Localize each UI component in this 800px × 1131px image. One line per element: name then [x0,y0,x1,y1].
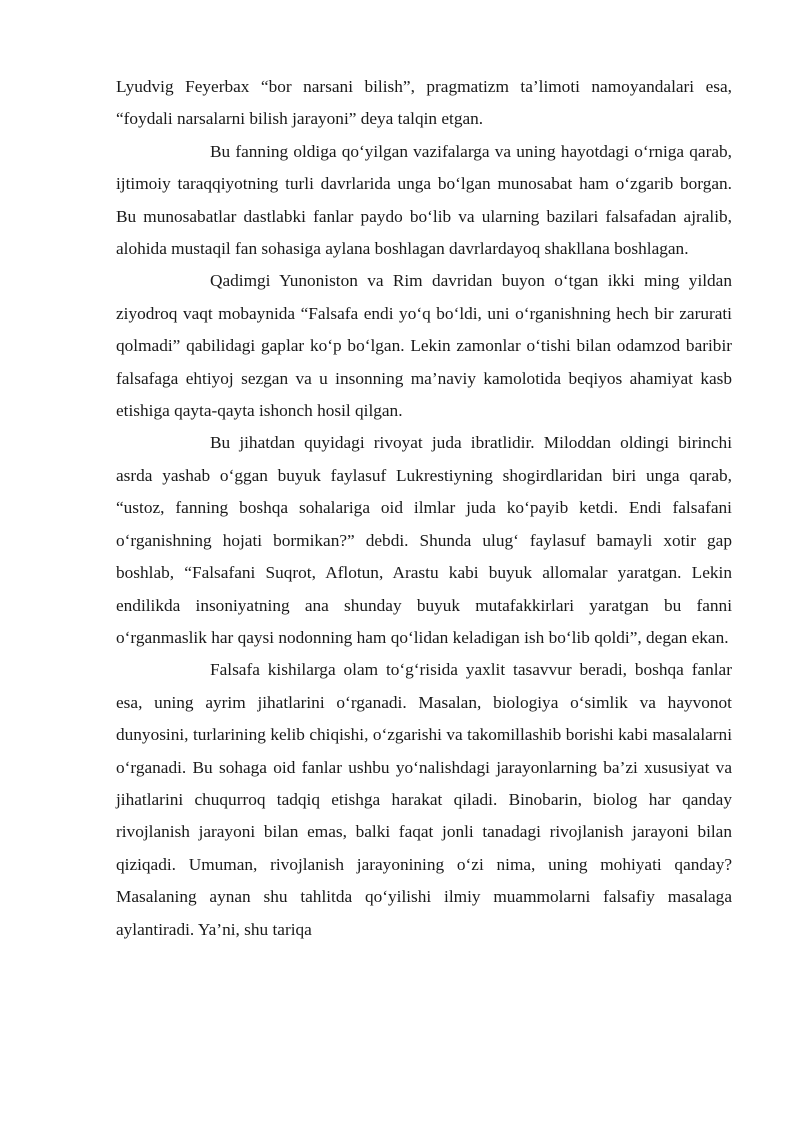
paragraph: Bu jihatdan quyidagi rivoyat juda ibratlidir. Miloddan oldingi birinchi asrda yashab o‘ggan buyuk faylasuf Lukrestiyning shogirdlaridan biri unga qarab, “ustoz, fanning boshqa sohalariga oid ilmlar juda ko‘payib ketdi. Endi falsafani o‘rganishning hojati bormikan?” debdi. Shunda ulug‘ faylasuf bamayli xotir gap boshlab, “Falsafani Suqrot, Aflotun, Arastu kabi buyuk allomalar yaratgan. Lekin endilikda insoniyatning ana shunday buyuk mutafakkirlari yaratgan bu fanni o‘rganmaslik har qaysi nodonning ham qo‘lidan keladigan ish bo‘lib qoldi”, degan ekan. [116,433,732,647]
paragraph-continuation: Lyudvig Feyerbax “bor narsani bilish”, pragmatizm ta’limoti namoyandalari esa, “foydali narsalarni bilish jarayoni” deya talqin etgan. [116,77,732,129]
document-body [116,71,732,946]
paragraph: Qadimgi Yunoniston va Rim davridan buyon o‘tgan ikki ming yildan ziyodroq vaqt mobaynida “Falsafa endi yo‘q bo‘ldi, uni o‘rganishning hech bir zarurati qolmadi” qabilidagi gaplar ko‘p bo‘lgan. Lekin zamonlar o‘tishi bilan odamzod baribir falsafaga ehtiyoj sezgan va u insonning ma’naviy kamolotida beqiyos ahamiyat kasb etishiga qayta-qayta ishonch hosil qilgan. [116,271,732,421]
paragraph: Falsafa kishilarga olam to‘g‘risida yaxlit tasavvur beradi, boshqa fanlar esa, uning ayrim jihatlarini o‘rganadi. Masalan, biologiya o‘simlik va hayvonot dunyosini, turlarining kelib chiqishi, o‘zgarishi va takomillashib borishi kabi masalalarni o‘rganadi. Bu sohaga oid fanlar ushbu yo‘nalishdagi jarayonlarning ba’zi xususiyat va jihatlarini chuqurroq tadqiq etishga harakat qiladi. Binobarin, biolog har qanday rivojlanish jarayoni bilan emas, balki faqat jonli tanadagi rivojlanish jarayoni bilan qiziqadi. Umuman, rivojlanish jarayonining o‘zi nima, uning mohiyati qanday? Masalaning aynan shu tahlitda qo‘yilishi ilmiy muammolarni falsafiy masalaga aylantiradi. Ya’ni, shu tariqa [116,660,732,939]
paragraph: Bu fanning oldiga qo‘yilgan vazifalarga va uning hayotdagi o‘rniga qarab, ijtimoiy taraqqiyotning turli davrlarida unga bo‘lgan munosabat ham o‘zgarib borgan. Bu munosabatlar dastlabki fanlar paydo bo‘lib va ularning bazilari falsafadan ajralib, alohida mustaqil fan sohasiga aylana boshlagan davrlardayoq shakllana boshlagan. [116,141,732,259]
